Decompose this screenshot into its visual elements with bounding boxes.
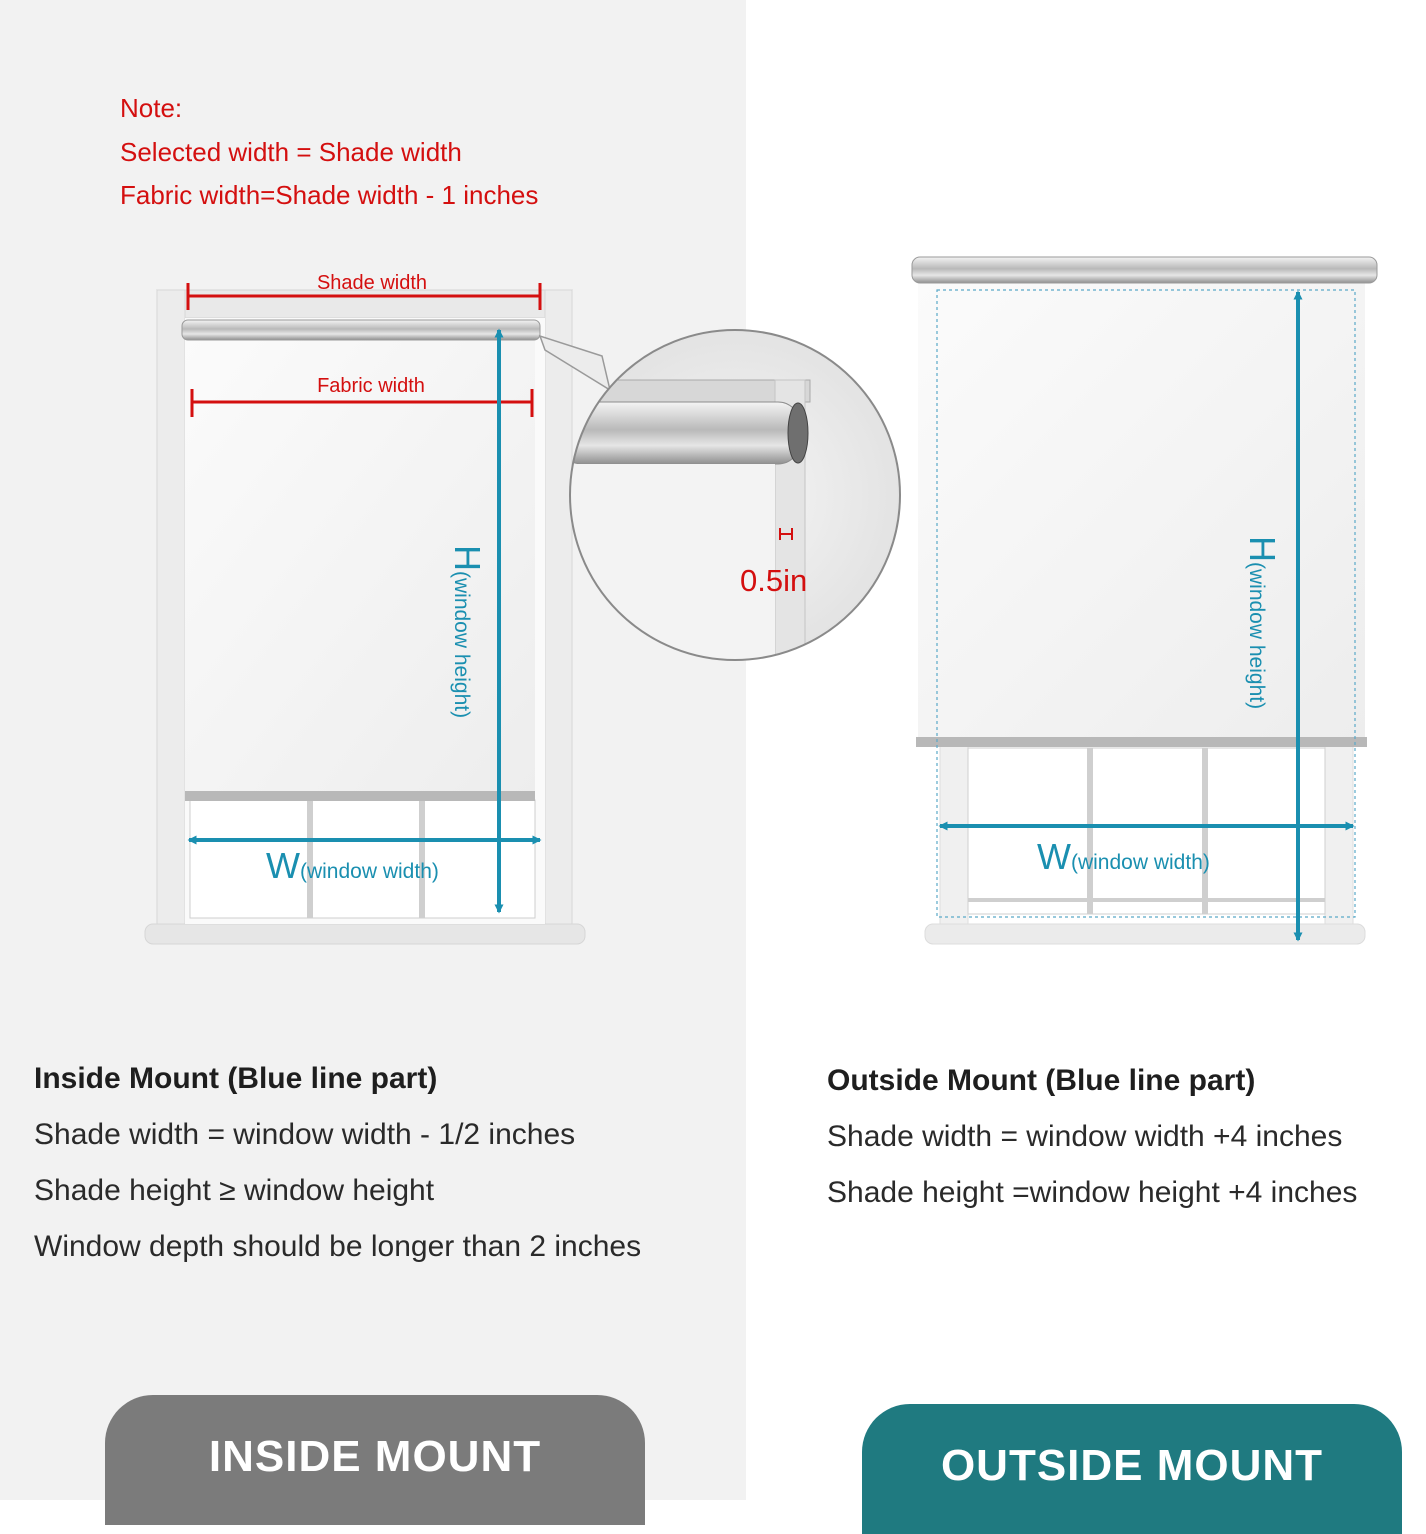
outside-window-glass [968,748,1325,914]
inside-frame-right [545,290,572,924]
outside-height-small: (window height) [1245,562,1268,710]
note-fabric-width: Fabric width=Shade width - 1 inches [120,180,539,210]
inside-sill [145,924,585,944]
detail-roller [560,402,800,464]
outside-height-big: H [1242,536,1283,562]
shade-width-label: Shade width [316,272,428,294]
inside-frame-left [157,290,185,924]
outside-mount-heading: Outside Mount (Blue line part) [827,1064,1256,1097]
detail-frame-top [560,380,810,402]
inside-height-small: (window height) [450,571,473,719]
note-selected-width: Selected width = Shade width [120,137,462,167]
outside-roller [912,257,1377,283]
inside-height-big: H [447,545,488,571]
inside-window-glass [190,800,535,918]
note-title: Note: [120,93,183,123]
inside-width-small: (window width) [299,860,439,883]
inside-rule-depth: Window depth should be longer than 2 inches [34,1230,642,1263]
outside-width-big: W [1037,836,1071,877]
inside-rule-width: Shade width = window width - 1/2 inches [34,1118,576,1151]
inside-mount-heading: Inside Mount (Blue line part) [34,1062,438,1095]
inside-width-big: W [266,845,300,886]
outside-mount-tab[interactable]: OUTSIDE MOUNT [862,1404,1402,1534]
outside-width-small: (window width) [1070,851,1210,874]
inside-roller [182,320,540,340]
inside-frame-top [157,290,572,318]
roller-detail-callout [540,330,900,674]
outside-rule-height: Shade height =window height +4 inches [827,1176,1358,1209]
outside-rule-width: Shade width = window width +4 inches [827,1120,1343,1153]
detail-gap-label: 0.5in [740,563,808,598]
fabric-width-label: Fabric width [317,375,425,397]
inside-rule-height: Shade height ≥ window height [34,1174,435,1207]
detail-roller-end [788,403,808,463]
outside-window [912,257,1377,944]
inside-mount-tab[interactable]: INSIDE MOUNT [105,1395,645,1525]
inside-bottom-bar [185,791,535,801]
